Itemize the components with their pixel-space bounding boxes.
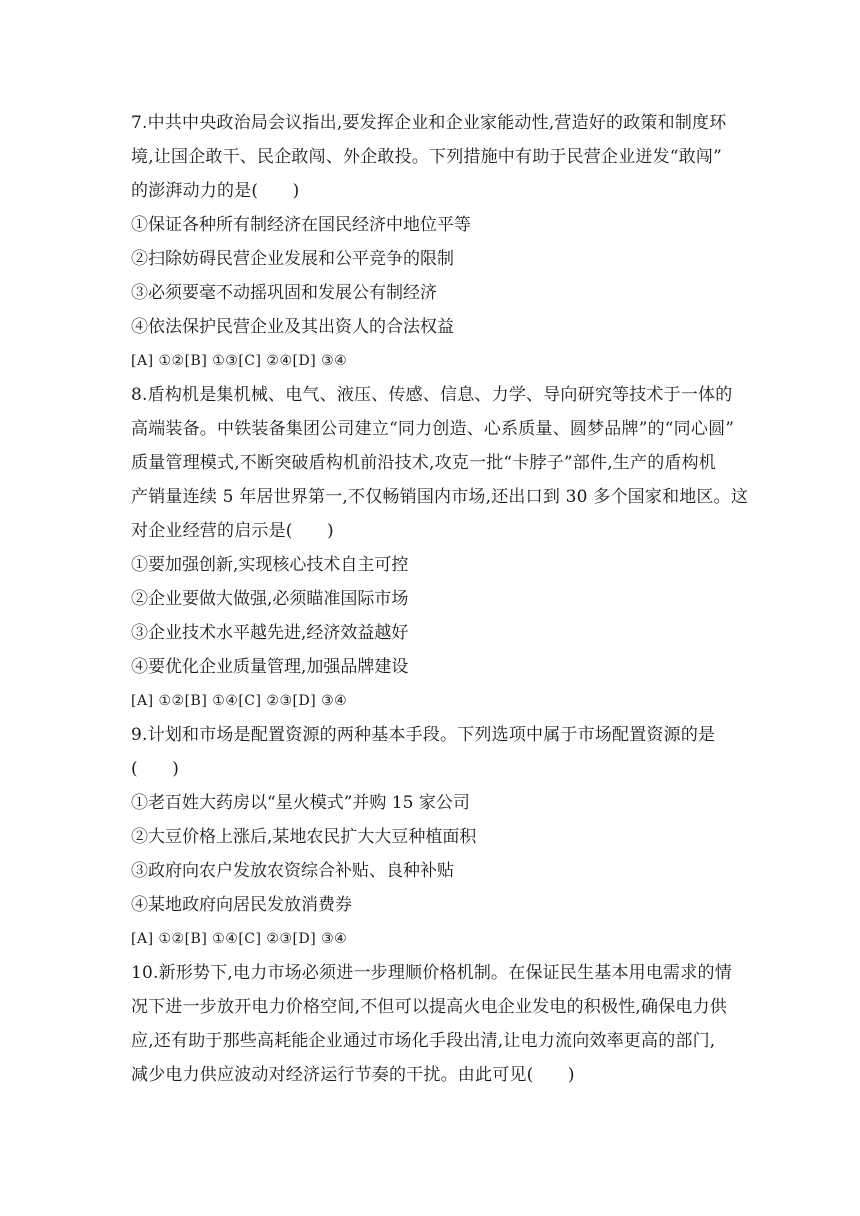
question-8 xyxy=(131,378,749,718)
option-3: ③企业技术水平越先进,经济效益越好 xyxy=(131,623,409,643)
stem-line: 况下进一步放开电力价格空间,不但可以提高火电企业发电的积极性,确保电力供 xyxy=(131,997,728,1017)
stem-line: 高端装备。中铁装备集团公司建立“同力创造、心系质量、圆梦品牌”的“同心圆” xyxy=(131,419,735,439)
option-3: ③政府向农户发放农资综合补贴、良种补贴 xyxy=(131,861,454,881)
stem-line: 应,还有助于那些高耗能企业通过市场化手段出清,让电力流向效率更高的部门, xyxy=(131,1031,716,1051)
stem-line: 对企业经营的启示是( ) xyxy=(131,521,334,541)
option-2: ②大豆价格上涨后,某地农民扩大大豆种植面积 xyxy=(131,827,477,847)
option-3: ③必须要毫不动摇巩固和发展公有制经济 xyxy=(131,283,437,303)
stem-line: ( ) xyxy=(131,759,180,779)
question-stem xyxy=(131,106,731,208)
question-stem xyxy=(131,718,731,786)
option-1: ①保证各种所有制经济在国民经济中地位平等 xyxy=(131,215,471,235)
exam-page xyxy=(131,106,749,1092)
stem-line: 8.盾构机是集机械、电气、液压、传感、信息、力学、导向研究等技术于一体的 xyxy=(131,385,733,405)
option-4: ④要优化企业质量管理,加强品牌建设 xyxy=(131,657,409,677)
stem-line: 的澎湃动力的是( ) xyxy=(131,181,300,201)
question-stem xyxy=(131,956,731,1092)
answer-choices: [A] ①②[B] ①③[C] ②④[D] ③④ xyxy=(131,353,348,369)
answer-choices: [A] ①②[B] ①④[C] ②③[D] ③④ xyxy=(131,931,348,947)
option-1: ①要加强创新,实现核心技术自主可控 xyxy=(131,555,409,575)
question-7 xyxy=(131,106,731,378)
question-9 xyxy=(131,718,731,956)
stem-line: 7.中共中央政治局会议指出,要发挥企业和企业家能动性,营造好的政策和制度环 xyxy=(131,113,727,133)
option-2: ②企业要做大做强,必须瞄准国际市场 xyxy=(131,589,409,609)
option-1: ①老百姓大药房以“星火模式”并购 15 家公司 xyxy=(131,793,470,813)
question-10 xyxy=(131,956,731,1092)
stem-line: 10.新形势下,电力市场必须进一步理顺价格机制。在保证民生基本用电需求的情 xyxy=(131,963,732,983)
stem-line: 9.计划和市场是配置资源的两种基本手段。下列选项中属于市场配置资源的是 xyxy=(131,725,716,745)
answer-choices: [A] ①②[B] ①④[C] ②③[D] ③④ xyxy=(131,693,348,709)
option-4: ④某地政府向居民发放消费券 xyxy=(131,895,352,915)
stem-line: 减少电力供应波动对经济运行节奏的干扰。由此可见( ) xyxy=(131,1065,575,1085)
stem-line: 质量管理模式,不断突破盾构机前沿技术,攻克一批“卡脖子”部件,生产的盾构机 xyxy=(131,453,716,473)
question-stem xyxy=(131,378,749,548)
option-2: ②扫除妨碍民营企业发展和公平竞争的限制 xyxy=(131,249,454,269)
option-4: ④依法保护民营企业及其出资人的合法权益 xyxy=(131,317,454,337)
stem-line: 境,让国企敢干、民企敢闯、外企敢投。下列措施中有助于民营企业迸发“敢闯” xyxy=(131,147,722,167)
stem-line: 产销量连续 5 年居世界第一,不仅畅销国内市场,还出口到 30 多个国家和地区。这 xyxy=(131,487,749,507)
